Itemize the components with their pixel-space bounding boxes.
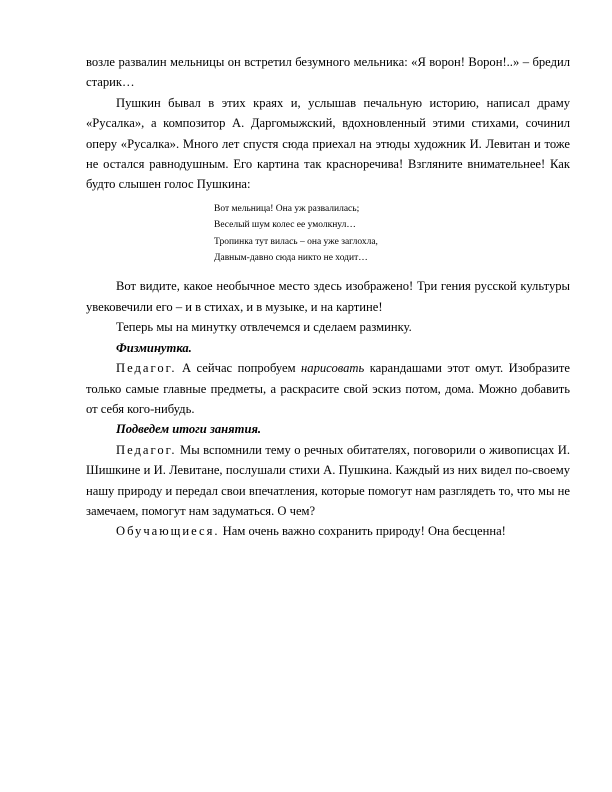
- paragraph-three-geniuses: Вот видите, какое необычное место здесь изображено! Три гения русской культуры увековечили его – и в стихах, и в музыке, и на картине!: [86, 279, 570, 314]
- paragraph-warmup-intro: Теперь мы на минутку отвлечемся и сделаем разминку.: [116, 320, 412, 335]
- document-page: [86, 52, 570, 542]
- speaker-teacher: Педагог.: [116, 442, 177, 457]
- emphasis-word: нарисовать: [301, 361, 365, 376]
- poem-line: Давным-давно сюда никто не ходит…: [214, 253, 368, 264]
- speaker-students: Обучающиеся.: [116, 524, 220, 539]
- text-fragment: Нам очень важно сохранить природу! Она бесценна!: [219, 524, 506, 539]
- section-heading-summary: Подведем итоги занятия.: [116, 422, 262, 437]
- paragraph-miller: возле развалин мельницы он встретил безумного мельника: «Я ворон! Ворон!..» – бредил старик…: [86, 55, 570, 90]
- paragraph-pushkin-levitan: Пушкин бывал в этих краях и, услышав печальную историю, написал драму «Русалка», а композитор А. Даргомыжский, вдохновленный этими стихами, сочинил оперу «Русалка». Много лет спустя сюда приехал на этюды художник И. Левитан и тоже не остался равнодушным. Его картина так красноречива! Взгляните внимательнее! Как будто слышен голос Пушкина:: [86, 95, 570, 192]
- text-fragment: А сейчас попробуем: [176, 361, 302, 376]
- paragraph-summary: [86, 440, 570, 522]
- paragraph-drawing-task: [86, 358, 570, 419]
- poem-line: Вот мельница! Она уж развалилась;: [214, 203, 360, 214]
- text-fragment: Мы вспомнили тему о речных обитателях, поговорили о живописцах И. Шишкине и И. Левитане, послушали стихи А. Пушкина. Каждый из них видел по-своему нашу природу и передал свои впечатления, которые помогут нам разглядеть то, что мы не замечаем, помогут нам задуматься. О чем?: [86, 442, 570, 518]
- section-heading-physical-break: Физминутка.: [116, 340, 192, 355]
- poem-line: Веселый шум колес ее умолкнул…: [214, 220, 356, 231]
- text-fragment: карандашами этот омут. Изобразите только самые главные предметы, а раскрасите свой эскиз потом, дома. Можно добавить от себя кого-нибудь.: [86, 361, 571, 416]
- paragraph-students-answer: [86, 521, 570, 541]
- poem-line: Тропинка тут вилась – она уже заглохла,: [214, 236, 378, 247]
- speaker-teacher: Педагог.: [116, 361, 177, 376]
- poem-quote: [214, 201, 570, 267]
